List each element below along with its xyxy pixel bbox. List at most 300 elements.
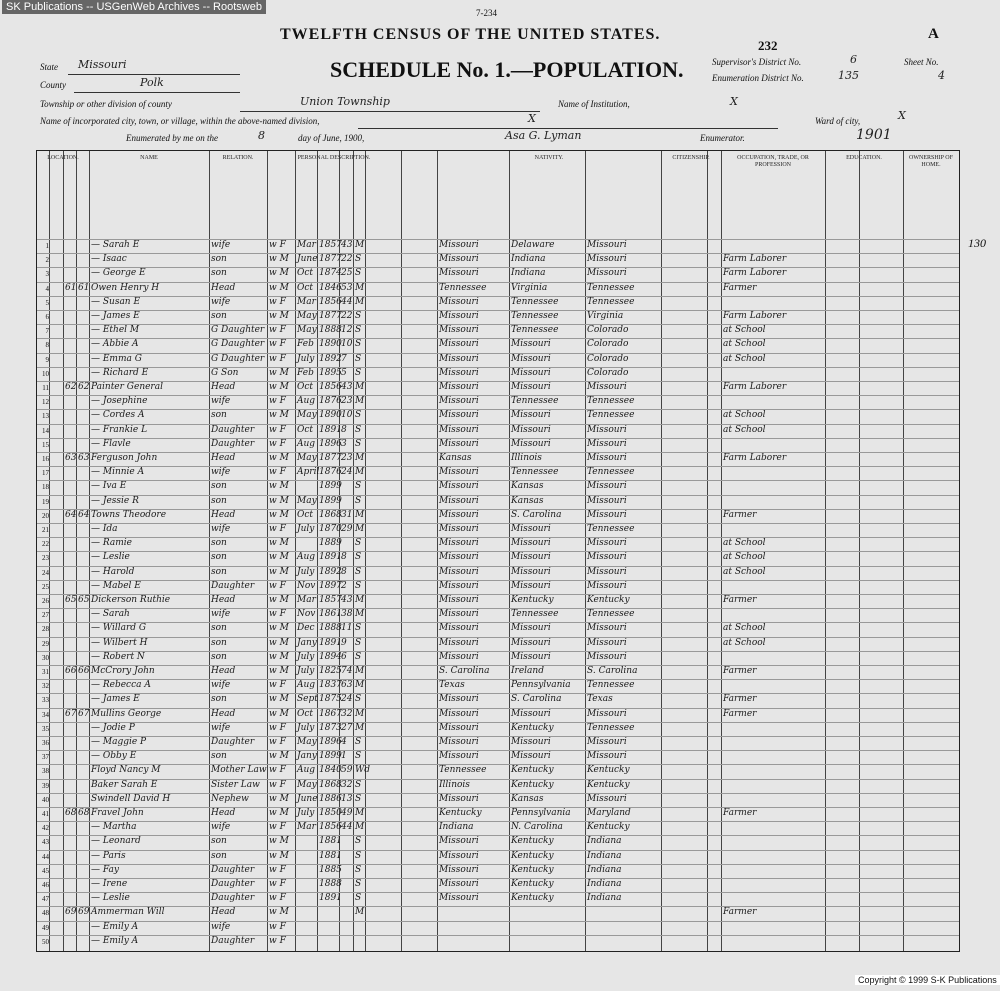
cell-yr: 1895 [319,367,342,378]
cell-birth: Missouri [439,524,479,534]
cell-occ: Farmer [723,694,757,705]
cell-mother: Colorado [587,353,629,364]
cell-age: 43 [341,240,353,250]
cell-father: Kentucky [511,864,554,875]
cell-name: Towns Theodore [91,509,167,520]
cell-age: 59 [341,765,353,776]
cell-yr: 1856 [319,382,342,392]
cell-mother: Missouri [587,651,627,662]
cell-mother: Missouri [587,495,627,506]
cell-occ: at School [723,410,766,421]
cell-yr: 1877 [319,453,342,463]
cell-dw: 62 [65,382,77,392]
sheet-value: 4 [938,69,945,82]
cell-birth: Missouri [439,325,479,336]
row-number: 21 [42,526,49,534]
cell-birth: Missouri [439,296,479,307]
cell-age: 7 [341,353,347,364]
cell-name: — Cordes A [91,410,145,421]
cell-birth: Missouri [439,396,479,407]
row-number: 36 [42,739,49,747]
cell-sex: w M [269,552,289,563]
cell-yr: 1861 [319,609,342,620]
enumerator-value: Asa G. Lyman [505,129,582,142]
cell-father: Missouri [511,424,551,435]
cell-birth: Missouri [439,467,479,478]
cell-yr: 1825 [319,666,342,676]
cell-mo: Oct [297,282,314,293]
cell-yr: 1891 [319,893,342,904]
cell-mo: Jany [297,637,317,648]
cell-ms: M [355,396,365,407]
cell-rel: Daughter [211,879,255,889]
cell-sex: w M [269,651,289,662]
column-header: EDUCATION. [846,155,882,161]
cell-name: — Maggie P [91,737,147,747]
cell-sex: w M [269,311,289,321]
cell-name: — Rebecca A [91,680,151,691]
cell-father: Missouri [511,708,551,719]
cell-rel: Daughter [211,580,255,591]
cell-rel: son [211,637,227,648]
cell-name: — Jessie R [91,495,139,506]
cell-age: 10 [341,339,353,350]
cell-ms: M [355,609,365,620]
cell-mo: July [297,353,315,364]
cell-mo: Oct [297,509,314,520]
cell-yr: 1870 [319,524,342,534]
cell-ms: M [355,509,365,520]
cell-birth: Missouri [439,637,479,648]
cell-mother: Missouri [587,438,627,449]
cell-mother: Missouri [587,453,627,463]
cell-father: Kansas [511,793,544,804]
cell-rel: Daughter [211,737,255,747]
cell-father: Missouri [511,552,551,563]
cell-name: Ferguson John [91,453,158,463]
row-number: 42 [42,824,49,833]
column-header: CITIZENSHIP. [672,155,710,161]
cell-sex: w M [269,495,289,506]
cell-yr: 1892 [319,353,342,364]
row-number: 1 [45,242,49,250]
cell-father: Missouri [511,438,551,449]
cell-yr: 1888 [319,623,342,634]
cell-birth: Missouri [439,339,479,350]
cell-mother: Kentucky [587,779,630,790]
cell-age: 11 [341,623,353,634]
cell-name: — Wilbert H [91,637,148,648]
cell-fam: 68 [78,808,90,818]
cell-mother: Missouri [587,623,627,634]
cell-yr: 1874 [319,268,342,279]
cell-name: — Emily A [91,921,139,932]
cell-mo: July [297,566,315,577]
cell-name: — Emily A [91,935,139,946]
cell-sex: w F [269,240,286,250]
cell-occ: Farmer [723,595,757,605]
cell-sex: w F [269,580,286,591]
cell-occ: at School [723,623,766,634]
row-number: 4 [45,284,49,293]
cell-name: — Mabel E [91,580,141,591]
cell-sex: w M [269,282,289,293]
column-header: NAME [140,155,158,161]
cell-father: Kentucky [511,765,554,776]
cell-yr: 1868 [319,779,342,790]
cell-mother: Kentucky [587,765,630,776]
enumerated-label: Enumerated by me on the [126,133,218,143]
cell-name: — Jodie P [91,722,135,733]
cell-name: — Leslie [91,893,130,904]
cell-age: 53 [341,282,353,293]
cell-yr: 1899 [319,751,342,762]
row-number: 43 [42,838,49,847]
cell-name: — Minnie A [91,467,145,478]
cell-sex: w F [269,524,286,534]
cell-age: 49 [341,808,353,818]
supervisor-value: 6 [850,53,857,66]
row-number: 27 [42,611,49,620]
cell-mother: Colorado [587,367,629,378]
enumerated-day: 8 [258,129,265,142]
column-header: NATIVITY. [534,155,564,161]
cell-age: 29 [341,524,353,534]
cell-birth: Missouri [439,552,479,563]
cell-occ: at School [723,424,766,435]
cell-occ: Farmer [723,666,757,676]
cell-birth: Missouri [439,367,479,378]
cell-name: — James E [91,311,140,321]
cell-rel: wife [211,822,231,833]
cell-age: 38 [341,609,353,620]
cell-ms: S [355,694,362,705]
cell-ms: S [355,311,362,321]
cell-dw: 64 [65,509,77,520]
cell-father: Ireland [511,666,544,676]
cell-rel: son [211,538,227,549]
cell-father: Missouri [511,637,551,648]
row-number: 22 [42,540,49,549]
cell-mo: Oct [297,382,314,392]
cell-occ: at School [723,637,766,648]
census-title: TWELFTH CENSUS OF THE UNITED STATES. [280,26,661,43]
cell-rel: Head [211,509,236,520]
cell-age: 31 [341,509,353,520]
cell-mo: May [297,311,317,321]
cell-mother: Indiana [587,893,622,904]
cell-ms: M [355,708,365,719]
cell-name: — Iva E [91,481,127,492]
cell-fam: 69 [78,907,90,918]
cell-age: 44 [341,296,353,307]
cell-sex: w F [269,864,286,875]
cell-occ: Farm Laborer [723,311,787,321]
cell-age: 4 [341,737,347,747]
cell-birth: Missouri [439,509,479,520]
cell-occ: Farmer [723,808,757,818]
cell-name: — Frankie L [91,424,148,435]
cell-ms: Wd [355,765,371,776]
cell-rel: son [211,254,227,265]
cell-age: 8 [341,424,347,435]
cell-name: — Robert N [91,651,145,662]
cell-mother: Missouri [587,637,627,648]
cell-sex: w M [269,382,289,392]
cell-mother: Missouri [587,708,627,719]
enumeration-value: 135 [838,69,859,82]
row-number: 23 [42,554,49,563]
cell-yr: 1857 [319,595,342,605]
cell-birth: Missouri [439,595,479,605]
cell-yr: 1888 [319,325,342,336]
cell-name: — Susan E [91,296,141,307]
column-header: LOCATION. [47,155,79,161]
cell-name: Fravel John [91,808,144,818]
cell-mother: Indiana [587,879,622,889]
cell-yr: 1837 [319,680,342,691]
cell-mo: Mar [297,296,316,307]
cell-mo: Nov [297,580,316,591]
cell-name: — James E [91,694,140,705]
cell-birth: Missouri [439,850,479,861]
cell-sex: w F [269,893,286,904]
cell-age: 44 [341,822,353,833]
cell-mother: Tennessee [587,722,635,733]
cell-name: — Obby E [91,751,137,762]
cell-yr: 1885 [319,864,342,875]
row-number: 26 [42,597,49,605]
day-of-june-label: day of June, 1900, [298,133,365,143]
cell-birth: Missouri [439,353,479,364]
cell-occ: Farm Laborer [723,382,787,392]
cell-father: Tennessee [511,396,559,407]
cell-occ: Farm Laborer [723,254,787,265]
row-number: 33 [42,696,49,705]
cell-sex: w F [269,722,286,733]
cell-yr: 1889 [319,538,342,549]
row-number: 39 [42,781,49,790]
cell-mo: Sept [297,694,318,705]
cell-father: Kentucky [511,893,554,904]
cell-father: Missouri [511,580,551,591]
cell-father: Missouri [511,751,551,762]
cell-rel: Head [211,282,236,293]
cell-rel: wife [211,680,231,691]
cell-mother: Missouri [587,509,627,520]
cell-mother: Missouri [587,240,627,250]
cell-mother: Indiana [587,836,622,847]
row-number: 49 [42,923,49,932]
row-number: 12 [42,398,49,407]
cell-rel: son [211,495,227,506]
row-number: 7 [45,327,49,336]
cell-age: 9 [341,637,347,648]
cell-age: 24 [341,467,353,478]
cell-yr: 1877 [319,311,342,321]
cell-mother: Missouri [587,382,627,392]
row-number: 5 [45,298,49,307]
cell-sex: w F [269,779,286,790]
cell-yr: 1850 [319,808,342,818]
state-value: Missouri [78,58,127,71]
cell-mo: July [297,666,315,676]
cell-sex: w M [269,268,289,279]
cell-ms: S [355,864,362,875]
cell-mo: April [297,467,320,478]
cell-rel: son [211,623,227,634]
cell-age: 6 [341,651,347,662]
cell-mo: Mar [297,595,316,605]
cell-birth: Missouri [439,722,479,733]
cell-ms: S [355,325,362,336]
cell-birth: Missouri [439,268,479,279]
cell-sex: w M [269,595,289,605]
corner-letter: A [928,26,939,42]
cell-sex: w F [269,467,286,478]
copyright: Copyright © 1999 S-K Publications [855,975,1000,985]
cell-mo: July [297,722,315,733]
cell-mother: Missouri [587,538,627,549]
row-number: 45 [42,866,49,875]
row-number: 34 [42,710,49,719]
row-number: 38 [42,767,49,776]
column-header: OCCUPATION, TRADE, OR PROFESSION [737,155,809,168]
enumerator-label: Enumerator. [700,133,745,143]
cell-age: 27 [341,722,353,733]
township-value: Union Township [300,95,390,108]
cell-birth: Missouri [439,836,479,847]
cell-age: 22 [341,311,353,321]
cell-ms: S [355,268,362,279]
cell-birth: Missouri [439,410,479,421]
cell-birth: Missouri [439,538,479,549]
cell-name: — Sarah E [91,240,140,250]
row-number: 37 [42,753,49,762]
row-number: 14 [42,426,49,435]
cell-mo: Dec [297,623,315,634]
cell-birth: Missouri [439,254,479,265]
column-header: PERSONAL DESCRIPTION. [297,155,371,161]
cell-father: Missouri [511,524,551,534]
cell-birth: Missouri [439,793,479,804]
cell-rel: son [211,694,227,705]
cell-birth: Missouri [439,737,479,747]
cell-name: — George E [91,268,146,279]
cell-age: 10 [341,410,353,421]
cell-ms: S [355,495,362,506]
cell-yr: 1890 [319,339,342,350]
cell-age: 24 [341,694,353,705]
cell-sex: w F [269,680,286,691]
cell-mo: Jany [297,751,317,762]
row-number: 50 [42,937,49,946]
cell-occ: Farmer [723,509,757,520]
cell-birth: Missouri [439,240,479,250]
cell-mother: S. Carolina [587,666,638,676]
cell-ms: S [355,651,362,662]
cell-mother: Missouri [587,424,627,435]
cell-birth: Missouri [439,708,479,719]
cell-mo: July [297,524,315,534]
cell-occ: Farm Laborer [723,453,787,463]
enumeration-label: Enumeration District No. [712,73,804,83]
row-number: 18 [42,483,49,492]
cell-mo: June [297,793,318,804]
cell-mother: Tennessee [587,524,635,534]
cell-mother: Colorado [587,339,629,350]
row-number: 11 [42,384,49,392]
cell-name: — Ethel M [91,325,140,336]
cell-mother: Missouri [587,580,627,591]
cell-birth: Missouri [439,623,479,634]
cell-yr: 1876 [319,396,342,407]
cell-father: Kentucky [511,836,554,847]
cell-ms: S [355,438,362,449]
cell-name: — Leonard [91,836,141,847]
cell-mo: May [297,495,317,506]
county-value: Polk [140,76,164,89]
cell-fam: 67 [78,708,90,719]
cell-age: 1 [341,751,347,762]
cell-occ: at School [723,325,766,336]
cell-age: 13 [341,793,353,804]
cell-sex: w F [269,822,286,833]
cell-occ: at School [723,339,766,350]
cell-name: — Paris [91,850,126,861]
cell-occ: Farm Laborer [723,268,787,279]
cell-name: Mullins George [91,708,162,719]
ward-value: X [898,109,906,122]
row-number: 44 [42,852,49,861]
cell-dw: 61 [65,282,77,293]
cell-yr: 1896 [319,737,342,747]
cell-sex: w M [269,637,289,648]
cell-mother: Missouri [587,552,627,563]
cell-sex: w M [269,850,289,861]
cell-sex: w M [269,666,289,676]
cell-mother: Missouri [587,751,627,762]
cell-fam: 64 [78,509,90,520]
cell-yr: 1840 [319,765,342,776]
cell-name: Ammerman Will [91,907,165,918]
cell-sex: w F [269,339,286,350]
cell-mother: Indiana [587,850,622,861]
cell-father: Tennessee [511,296,559,307]
cell-yr: 1856 [319,296,342,307]
cell-rel: Daughter [211,424,255,435]
cell-rel: Head [211,595,236,605]
cell-ms: S [355,751,362,762]
cell-ms: M [355,907,365,918]
cell-mother: Missouri [587,268,627,279]
cell-name: — Josephine [91,396,148,407]
cell-age: 8 [341,566,347,577]
cell-mother: Missouri [587,737,627,747]
cell-yr: 1899 [319,481,342,492]
cell-mo: Aug [297,552,316,563]
cell-father: Missouri [511,339,551,350]
cell-rel: son [211,651,227,662]
cell-name: — Sarah [91,609,130,620]
cell-age: 2 [341,580,347,591]
cell-name: Floyd Nancy M [91,765,161,776]
cell-sex: w F [269,609,286,620]
cell-mo: July [297,651,315,662]
cell-rel: son [211,311,227,321]
cell-name: — Willard G [91,623,147,634]
cell-occ: Farmer [723,708,757,719]
